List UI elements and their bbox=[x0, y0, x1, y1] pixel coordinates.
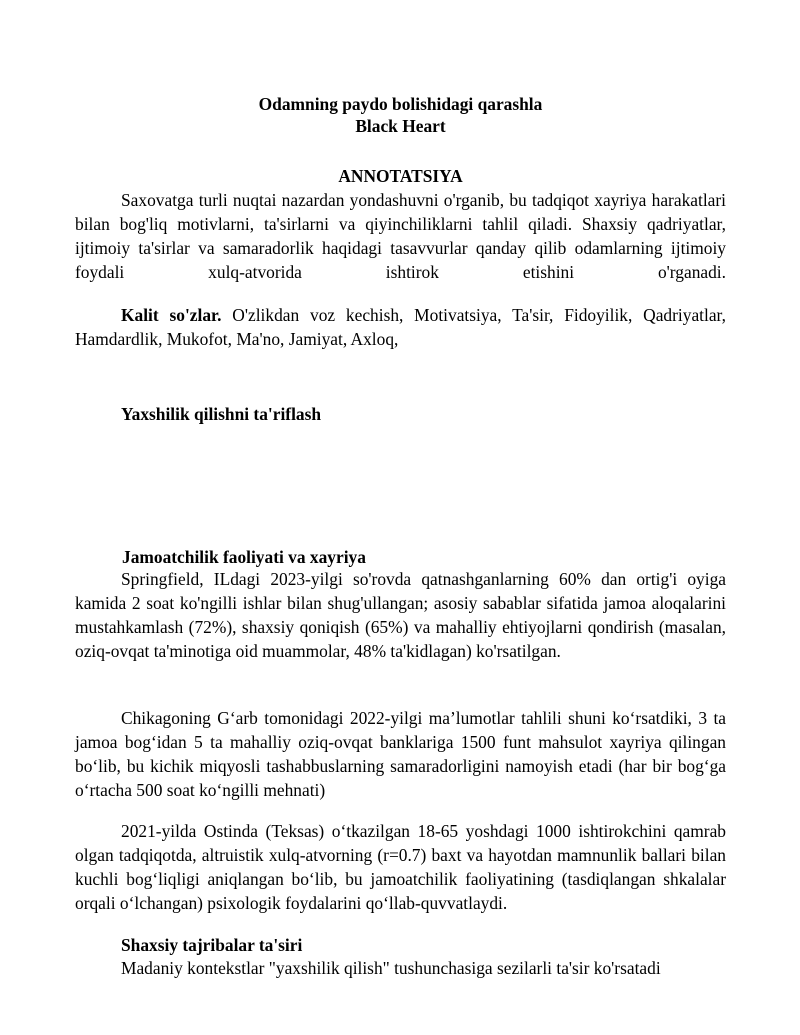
keywords-label: Kalit so'zlar. bbox=[121, 305, 222, 325]
personal-paragraph-1: Madaniy kontekstlar "yaxshilik qilish" tushunchasiga sezilarli ta'sir ko'rsatadi bbox=[121, 958, 661, 978]
document-author: Black Heart bbox=[355, 116, 446, 136]
community-paragraph-2: Chikagoning G‘arb tomonidagi 2022-yilgi ma’lumotlar tahlili shuni ko‘rsatdiki, 3 ta jamoa bog‘idan 5 ta mahalliy oziq-ovqat banklariga 1500 funt mahsulot xayriya qilingan bo‘lib, bu kichik miqyosli tashabbuslarning samaradorligini namoyish etadi (har bir bog‘ga o‘rtacha 500 soat ko‘ngilli mehnati) bbox=[75, 708, 726, 800]
section-heading-community: Jamoatchilik faoliyati va xayriya bbox=[122, 547, 366, 567]
section-heading-definition: Yaxshilik qilishni ta'riflash bbox=[121, 404, 322, 424]
keywords-text: O'zlikdan voz kechish, Motivatsiya, Ta'sir, Fidoyilik, Qadriyatlar, Hamdardlik, Mukofot, Ma'no, Jamiyat, Axloq, bbox=[75, 305, 726, 349]
abstract-heading: ANNOTATSIYA bbox=[338, 166, 463, 186]
section-heading-personal: Shaxsiy tajribalar ta'siri bbox=[121, 935, 303, 955]
abstract-paragraph: Saxovatga turli nuqtai nazardan yondashuvni o'rganib, bu tadqiqot xayriya harakatlari bilan bog'liq motivlarni, ta'sirlarni va qiyinchiliklarni tahlil qiladi. Shaxsiy qadriyatlar, ijtimoiy ta'sirlar va samaradorlik haqidagi tasavvurlar qanday qilib odamlarning ijtimoiy foydali xulq-atvorida ishtirok etishini o'rganadi. bbox=[75, 190, 726, 282]
document-title: Odamning paydo bolishidagi qarashla bbox=[258, 94, 543, 114]
community-paragraph-1: Springfield, ILdagi 2023-yilgi so'rovda qatnashganlarning 60% dan ortig'i oyiga kamida 2 soat ko'ngilli ishlar bilan shug'ullangan; asosiy sabablar sifatida jamoa aloqalarini mustahkamlash (72%), shaxsiy qoniqish (65%) va mahalliy ehtiyojlarni qondirish (masalan, oziq-ovqat ta'minotiga oid muammolar, 48% ta'kidlagan) ko'rsatilgan. bbox=[75, 569, 726, 661]
keywords-paragraph bbox=[75, 303, 726, 351]
community-paragraph-3: 2021-yilda Ostinda (Teksas) o‘tkazilgan 18-65 yoshdagi 1000 ishtirokchini qamrab olgan tadqiqotda, altruistik xulq-atvorning (r=0.7) baxt va hayotdan mamnunlik ballari bilan kuchli bog‘liqligi aniqlangan bo‘lib, bu jamoatchilik faoliyatining (tasdiqlangan shkalalar orqali o‘lchangan) psixologik foydalarini qo‘llab-quvvatlaydi. bbox=[75, 821, 726, 913]
